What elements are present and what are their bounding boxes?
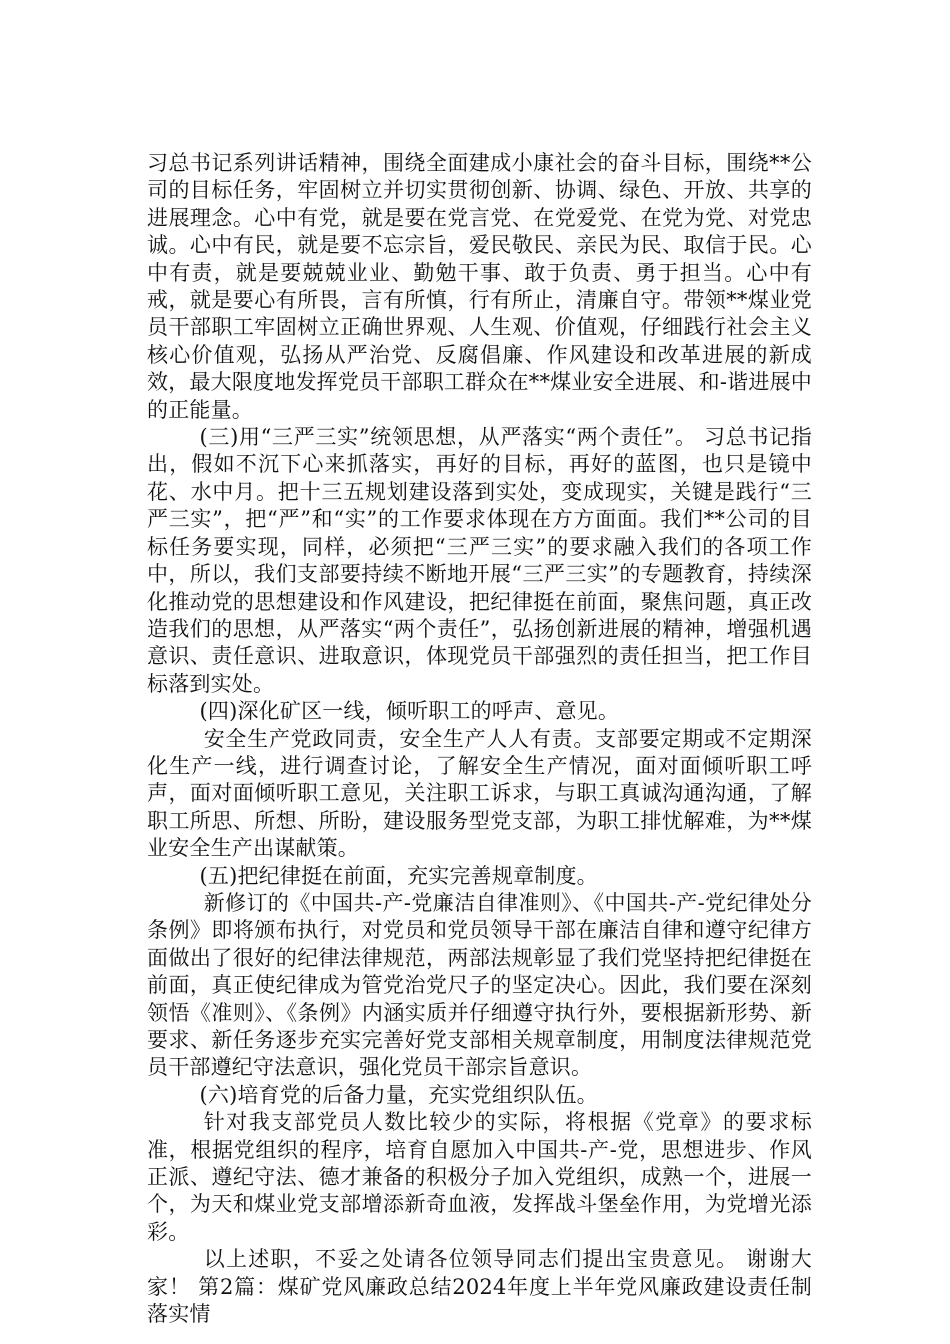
paragraph-section-4-body: 安全生产党政同责，安全生产人人有责。支部要定期或不定期深化生产一线，进行调查讨论，了解安全生产情况，面对面倾听职工呼声，面对面倾听职工意见，关注职工诉求，与职工真诚沟通沟通，了解职工所思、所想、所盼，建设服务型党支部，为职工排忧解难，为**煤业安全生产出谋献策。 [147,726,812,861]
document-body [147,150,812,1328]
paragraph-section-3: (三)用“三严三实”统领思想，从严落实“两个责任”。 习总书记指出，假如不沉下心来抓落实，再好的目标，再好的蓝图，也只是镜中花、水中月。把十三五规划建设落到实处，变成现实，关键是践行“三严三实”，把“严”和“实”的工作要求体现在方方面面。我们**公司的目标任务要实现，同样，必须把“三严三实”的要求融入我们的各项工作中，所以，我们支部要持续不断地开展“三严三实”的专题教育，持续深化推动党的思想建设和作风建设，把纪律挺在前面，聚焦问题，真正改造我们的思想，从严落实“两个责任”，弘扬创新进展的精神，增强机遇意识、责任意识、进取意识，体现党员干部强烈的责任担当，把工作目标落到实处。 [147,425,812,696]
heading-section-6: (六)培育党的后备力量，充实党组织队伍。 [199,1082,598,1107]
paragraph-body-continued: 习总书记系列讲话精神，围绕全面建成小康社会的奋斗目标，围绕**公司的目标任务，牢固树立并切实贯彻创新、协调、绿色、开放、共享的进展理念。心中有党，就是要在党言党、在党爱党、在党为党、对党忠诚。心中有民，就是要不忘宗旨，爱民敬民、亲民为民、取信于民。心中有责，就是要兢兢业业、勤勉干事、敢于负责、勇于担当。心中有戒，就是要心有所畏，言有所慎，行有所止，清廉自守。带领**煤业党员干部职工牢固树立正确世界观、人生观、价值观，仔细践行社会主义核心价值观，弘扬从严治党、反腐倡廉、作风建设和改革进展的新成效，最大限度地发挥党员干部职工群众在**煤业安全进展、和-谐进展中的正能量。 [147,151,812,422]
paragraph-section-5-body: 新修订的《中国共-产-党廉洁自律准则》、《中国共-产-党纪律处分条例》即将颁布执行，对党员和党员领导干部在廉洁自律和遵守纪律方面做出了很好的纪律法律规范，两部法规彰显了我们党坚持把纪律挺在前面，真正使纪律成为管党治党尺子的坚定决心。因此，我们要在深刻领悟《准则》、《条例》内涵实质并仔细遵守执行外，要根据新形势、新要求、新任务逐步充实完善好党支部相关规章制度，用制度法律规范党员干部遵纪守法意识，强化党员干部宗旨意识。 [147,890,812,1080]
paragraph-section-6-body: 针对我支部党员人数比较少的实际，将根据《党章》的要求标准，根据党组织的程序，培育自愿加入中国共-产-党，思想进步、作风正派、遵纪守法、德才兼备的积极分子加入党组织，成熟一个，进展一个，为天和煤业党支部增添新奇血液，发挥战斗堡垒作用，为党增光添彩。 [147,1110,812,1244]
heading-section-4: (四)深化矿区一线，倾听职工的呼声、意见。 [199,699,620,724]
paragraph-closing: 以上述职，不妥之处请各位领导同志们提出宝贵意见。 谢谢大家！ 第2篇：煤矿党风廉政总结2024年度上半年党风廉政建设责任制落实情 [147,1247,812,1327]
heading-section-5: (五)把纪律挺在前面，充实完善规章制度。 [199,863,598,888]
